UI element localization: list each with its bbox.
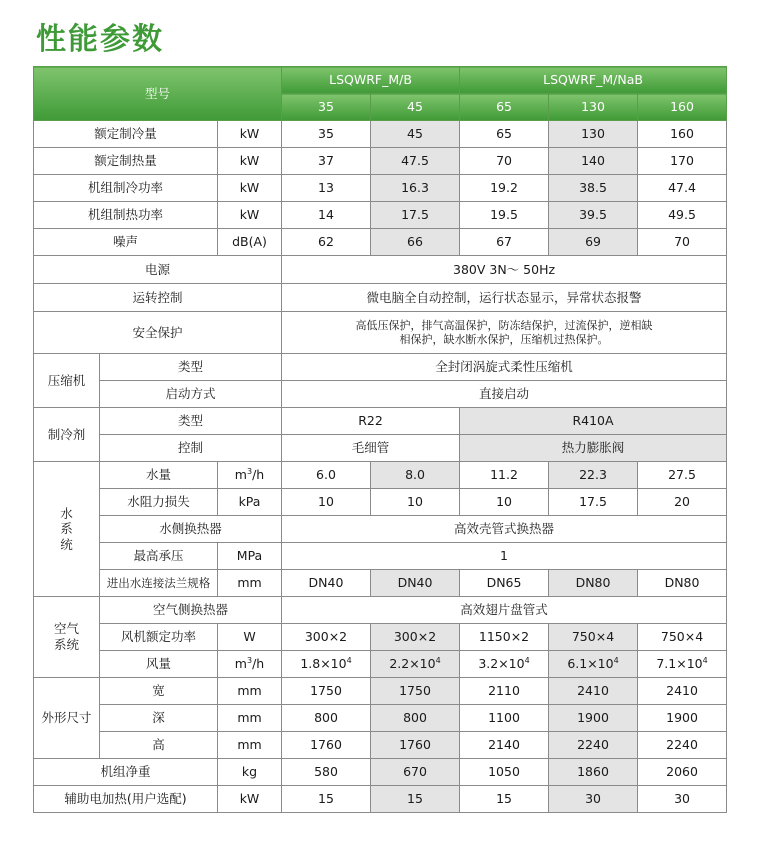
cell-value: 130 [549,121,638,148]
row-label: 宽 [100,678,218,705]
row-label: 类型 [100,354,282,381]
cell-value: 1050 [460,759,549,786]
cell-value: 2060 [638,759,727,786]
model-header: 65 [460,94,549,121]
row-label: 辅助电加热(用户选配) [34,786,218,813]
cell-value: 20 [638,489,727,516]
cell-value: 670 [371,759,460,786]
cell-value: DN40 [371,570,460,597]
cell-value: 1750 [282,678,371,705]
cell-value: 1750 [371,678,460,705]
cell-value: 1 [282,543,727,570]
row-label: 噪声 [34,229,218,256]
cell-value: 70 [638,229,727,256]
cell-value: 2240 [638,732,727,759]
cell-value [282,312,727,354]
table-row [34,408,727,435]
group-label-char: 系 [60,521,73,537]
cell-value: 17.5 [371,202,460,229]
table-row [34,678,727,705]
row-label: 水阻力损失 [100,489,218,516]
cell-value: 62 [282,229,371,256]
cell-value: 170 [638,148,727,175]
cell-value: 1860 [549,759,638,786]
row-unit: $m^3/h$ [218,651,282,678]
model-header: 45 [371,94,460,121]
cell-value: 微电脑全自动控制，运行状态显示，异常状态报警 [282,284,727,312]
cell-value: 30 [549,786,638,813]
cell-value: 1100 [460,705,549,732]
cell-value: 19.5 [460,202,549,229]
cell-value: 16.3 [371,175,460,202]
cell-value: 750×4 [638,624,727,651]
group-label [34,462,100,597]
cell-value: 800 [371,705,460,732]
row-unit: kg [218,759,282,786]
row-label: 深 [100,705,218,732]
cell-value: 11.2 [460,462,549,489]
cell-value: 15 [371,786,460,813]
row-label: 机组制热功率 [34,202,218,229]
row-label: 水量 [100,462,218,489]
table-row [34,489,727,516]
cell-value: 高效翅片盘管式 [282,597,727,624]
header-row-1 [34,67,727,94]
cell-value: 15 [460,786,549,813]
group-label-char: 水 [60,505,73,521]
spec-table [33,66,727,813]
table-row [34,435,727,462]
cell-value: 热力膨胀阀 [460,435,727,462]
cell-value: 160 [638,121,727,148]
cell-value: 2410 [638,678,727,705]
row-unit: mm [218,570,282,597]
cell-value: 全封闭涡旋式柔性压缩机 [282,354,727,381]
row-unit: kW [218,121,282,148]
cell-value: 35 [282,121,371,148]
cell-value: 1900 [549,705,638,732]
cell-value: 47.4 [638,175,727,202]
cell-value: 14 [282,202,371,229]
cell-value: 2140 [460,732,549,759]
cell-value: 2110 [460,678,549,705]
group-label: 外形尺寸 [34,678,100,759]
cell-value: 39.5 [549,202,638,229]
cell-value: 15 [282,786,371,813]
cell-value: 69 [549,229,638,256]
group-label-line: 空气 [53,621,79,637]
table-row [34,624,727,651]
cell-value: 47.5 [371,148,460,175]
page-title: 性能参数 [36,22,164,57]
row-label: 进出水连接法兰规格 [100,570,218,597]
cell-value: 17.5 [549,489,638,516]
row-unit: mm [218,678,282,705]
row-unit: kW [218,175,282,202]
row-unit: kW [218,148,282,175]
cell-value: 65 [460,121,549,148]
row-unit: mm [218,705,282,732]
row-label: 类型 [100,408,282,435]
row-unit: mm [218,732,282,759]
cell-value: 70 [460,148,549,175]
group-label: 压缩机 [34,354,100,408]
cell-value: 1150×2 [460,624,549,651]
row-label: 额定制热量 [34,148,218,175]
cell-value: DN65 [460,570,549,597]
group-label [34,597,100,678]
cell-value: 38.5 [549,175,638,202]
model-header: 130 [549,94,638,121]
cell-value: 800 [282,705,371,732]
cell-value: $3.2\times 10^4$ [460,651,549,678]
cell-value: 30 [638,786,727,813]
group-label-line: 系统 [53,637,79,652]
table-row [34,462,727,489]
row-label: 机组净重 [34,759,218,786]
cell-value: 1760 [282,732,371,759]
group-a-header: LSQWRF_M/B [282,67,460,94]
table-row [34,570,727,597]
cell-value: R410A [460,408,727,435]
cell-value: 22.3 [549,462,638,489]
row-unit: kW [218,786,282,813]
group-label: 制冷剂 [34,408,100,462]
row-label: 空气侧换热器 [100,597,282,624]
cell-value: 580 [282,759,371,786]
row-label: 风量 [100,651,218,678]
cell-value: $6.1\times 10^4$ [549,651,638,678]
table-row [34,759,727,786]
row-unit: kPa [218,489,282,516]
row-label: 安全保护 [34,312,282,354]
row-label: 水侧换热器 [100,516,282,543]
cell-value: 37 [282,148,371,175]
cell-value: 140 [549,148,638,175]
table-row [34,202,727,229]
cell-value: 49.5 [638,202,727,229]
table-row [34,284,727,312]
row-unit: dB(A) [218,229,282,256]
table-row [34,705,727,732]
cell-value: 19.2 [460,175,549,202]
table-row [34,312,727,354]
cell-value: 直接启动 [282,381,727,408]
cell-value: DN80 [638,570,727,597]
cell-value: 380V 3N～ 50Hz [282,256,727,284]
table-row [34,732,727,759]
cell-value: 高效壳管式换热器 [282,516,727,543]
cell-value: R22 [282,408,460,435]
table-row [34,543,727,570]
table-row [34,381,727,408]
table-row [34,651,727,678]
row-label: 机组制冷功率 [34,175,218,202]
cell-value: $2.2\times 10^4$ [371,651,460,678]
cell-value: 27.5 [638,462,727,489]
table-row [34,256,727,284]
cell-value: 66 [371,229,460,256]
cell-value: 10 [371,489,460,516]
cell-value: DN40 [282,570,371,597]
protection-line-1: 高低压保护，排气高温保护，防冻结保护，过流保护，逆相缺 [355,318,653,332]
table-row [34,121,727,148]
cell-value: 毛细管 [282,435,460,462]
row-unit: $m^3/h$ [218,462,282,489]
group-label-char: 统 [60,536,73,552]
row-unit: W [218,624,282,651]
cell-value: $1.8\times 10^4$ [282,651,371,678]
cell-value: DN80 [549,570,638,597]
row-label: 电源 [34,256,282,284]
cell-value: 67 [460,229,549,256]
table-row [34,516,727,543]
protection-line-2: 相保护，缺水断水保护，压缩机过热保护。 [399,332,609,346]
table-row [34,786,727,813]
table-row [34,175,727,202]
cell-value: 45 [371,121,460,148]
cell-value: 6.0 [282,462,371,489]
row-label: 额定制冷量 [34,121,218,148]
cell-value: 2240 [549,732,638,759]
row-label: 最高承压 [100,543,218,570]
model-header: 160 [638,94,727,121]
model-header: 35 [282,94,371,121]
cell-value: $7.1\times 10^4$ [638,651,727,678]
cell-value: 300×2 [282,624,371,651]
cell-value: 300×2 [371,624,460,651]
model-label: 型号 [34,67,282,121]
row-label: 高 [100,732,218,759]
cell-value: 750×4 [549,624,638,651]
table-row [34,148,727,175]
row-label: 风机额定功率 [100,624,218,651]
cell-value: 13 [282,175,371,202]
row-unit: kW [218,202,282,229]
table-row [34,597,727,624]
cell-value: 1760 [371,732,460,759]
cell-value: 8.0 [371,462,460,489]
row-label: 运转控制 [34,284,282,312]
row-label: 启动方式 [100,381,282,408]
table-row [34,354,727,381]
cell-value: 1900 [638,705,727,732]
table-row [34,229,727,256]
cell-value: 2410 [549,678,638,705]
group-b-header: LSQWRF_M/NaB [460,67,727,94]
row-label: 控制 [100,435,282,462]
cell-value: 10 [282,489,371,516]
cell-value: 10 [460,489,549,516]
row-unit: MPa [218,543,282,570]
